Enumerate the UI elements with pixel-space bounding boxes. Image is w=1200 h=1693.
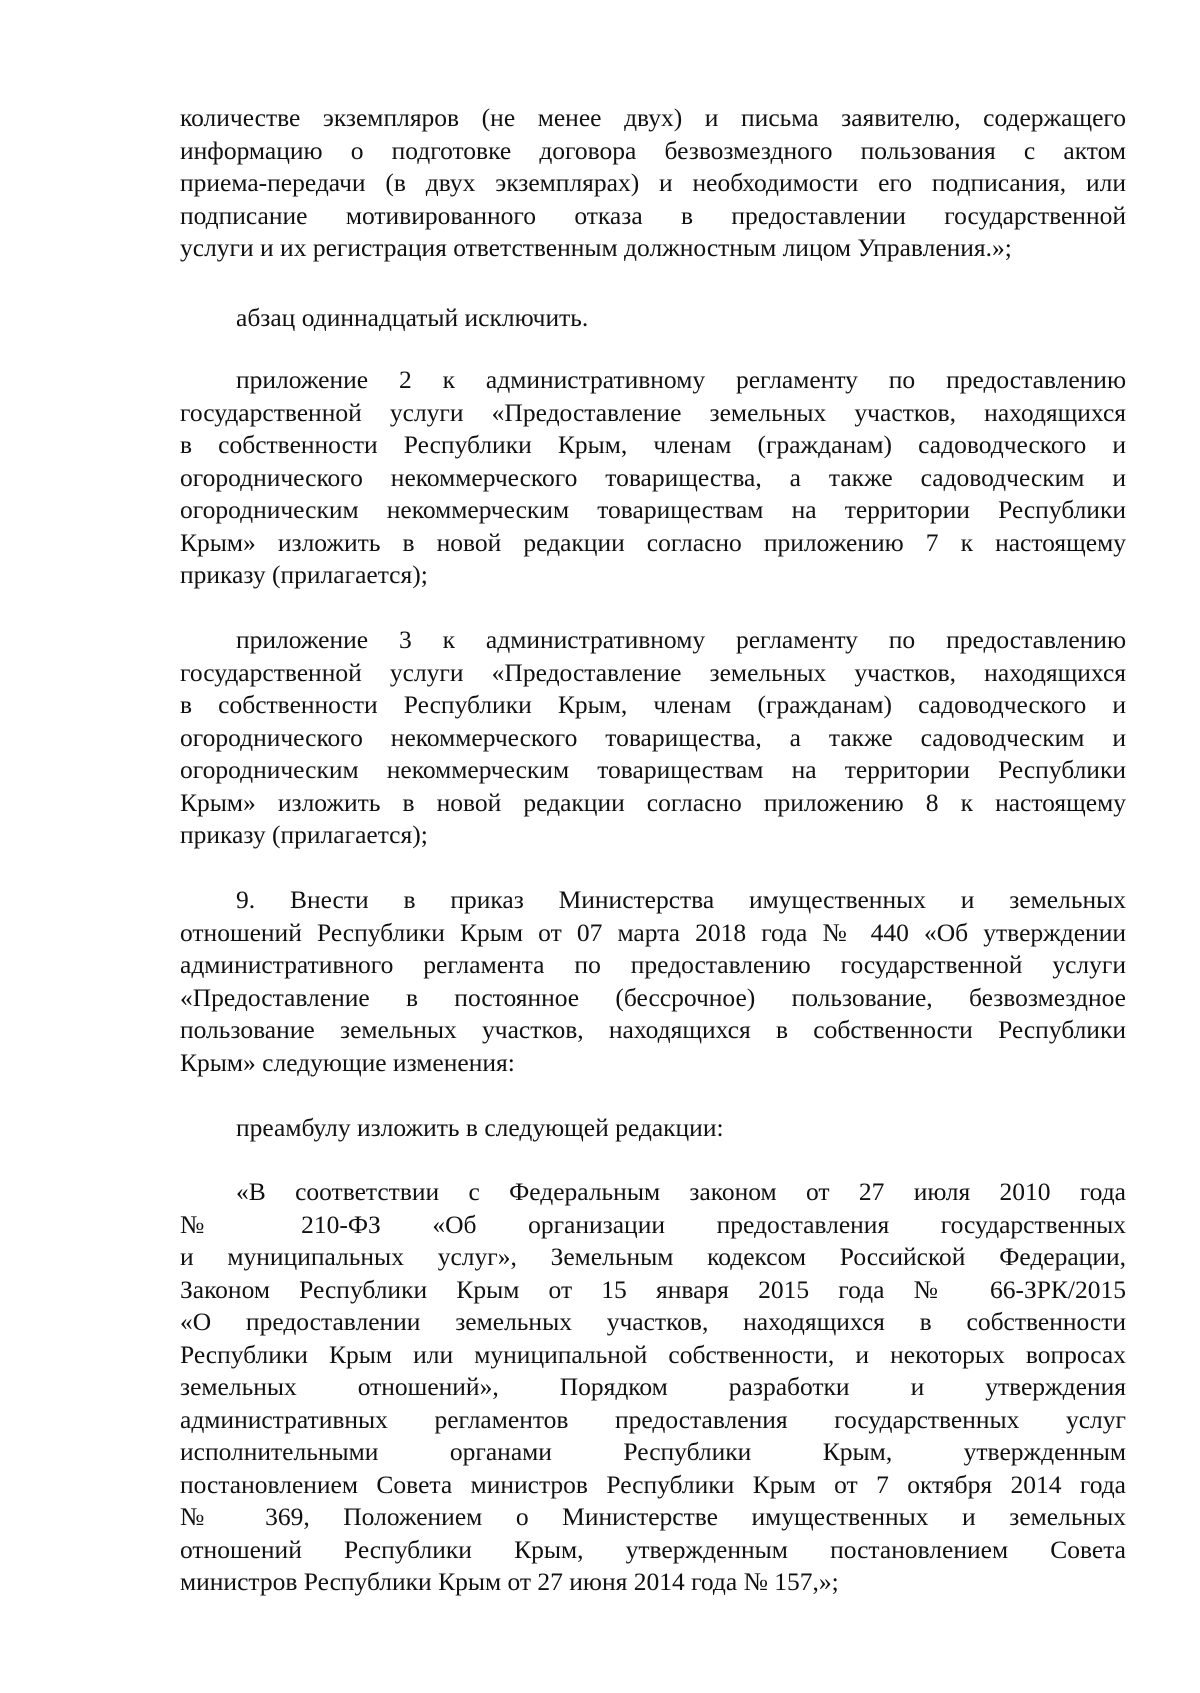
paragraph-abzac bbox=[180, 302, 1126, 335]
text-line: административных регламентов предоставления государственных услуг bbox=[180, 1404, 1126, 1434]
text-line: приложение 3 к административному регламенту по предоставлению bbox=[236, 625, 1126, 654]
text-line: и муниципальных услуг», Земельным кодексом Российской Федерации, bbox=[180, 1242, 1126, 1271]
text-line: административного регламента по предоставлению государственной услуги bbox=[180, 950, 1126, 979]
text-line: огородническим некоммерческим товариществам на территории Республики bbox=[180, 755, 1126, 784]
paragraph-appendix-3 bbox=[180, 624, 1126, 852]
text-line: количестве экземпляров (не менее двух) и письма заявителю, содержащего bbox=[180, 103, 1126, 132]
text-line: земельных отношений», Порядком разработки и утверждения bbox=[180, 1372, 1126, 1401]
text-line: «В соответствии с Федеральным законом от 27 июля 2010 года bbox=[236, 1177, 1126, 1206]
text-line: приказу (прилагается); bbox=[180, 820, 428, 849]
text-line: услуги и их регистрация ответственным должностным лицом Управления.»; bbox=[180, 233, 1012, 262]
text-line: министров Республики Крым от 27 июня 2014 года № 157,»; bbox=[180, 1567, 839, 1596]
text-line: приема-передачи (в двух экземплярах) и необходимости его подписания, или bbox=[180, 168, 1126, 197]
text-line: огороднического некоммерческого товарищества, а также садоводческим и bbox=[180, 462, 1126, 492]
text-line: постановлением Совета министров Республики Крым от 7 октября 2014 года bbox=[180, 1469, 1126, 1499]
text-line: абзац одиннадцатый исключить. bbox=[236, 303, 589, 332]
text-line: преамбулу изложить в следующей редакции: bbox=[236, 1113, 724, 1142]
paragraph-appendix-2 bbox=[180, 364, 1126, 592]
text-line: Законом Республики Крым от 15 января 2015 года № 66-ЗРК/2015 bbox=[180, 1274, 1126, 1304]
text-line: исполнительными органами Республики Крым, утвержденным bbox=[180, 1437, 1126, 1466]
text-line: огородническим некоммерческим товариществам на территории Республики bbox=[180, 495, 1126, 524]
text-line: пользование земельных участков, находящихся в собственности Республики bbox=[180, 1015, 1126, 1044]
text-line: отношений Республики Крым, утвержденным постановлением Совета bbox=[180, 1534, 1126, 1564]
text-line: информацию о подготовке договора безвозмездного пользования с актом bbox=[180, 135, 1126, 165]
text-line: в собственности Республики Крым, членам (гражданам) садоводческого и bbox=[180, 430, 1126, 459]
text-line: отношений Республики Крым от 07 марта 2018 года № 440 «Об утверждении bbox=[180, 917, 1126, 947]
text-line: № 369, Положением о Министерстве имущественных и земельных bbox=[180, 1502, 1126, 1531]
paragraph-preamble-instruction bbox=[180, 1112, 1126, 1145]
text-line: огороднического некоммерческого товарищества, а также садоводческим и bbox=[180, 722, 1126, 752]
text-line: «О предоставлении земельных участков, находящихся в собственности bbox=[180, 1307, 1126, 1336]
paragraph-preamble-text bbox=[180, 1176, 1126, 1599]
text-line: Крым» изложить в новой редакции согласно приложению 7 к настоящему bbox=[180, 527, 1126, 557]
text-line: Республики Крым или муниципальной собственности, и некоторых вопросах bbox=[180, 1339, 1126, 1369]
text-line: подписание мотивированного отказа в предоставлении государственной bbox=[180, 200, 1126, 230]
text-line: Крым» изложить в новой редакции согласно приложению 8 к настоящему bbox=[180, 787, 1126, 817]
paragraph-continuation bbox=[180, 102, 1126, 265]
text-line: государственной услуги «Предоставление земельных участков, находящихся bbox=[180, 397, 1126, 427]
text-line: Крым» следующие изменения: bbox=[180, 1047, 515, 1077]
text-line: в собственности Республики Крым, членам (гражданам) садоводческого и bbox=[180, 690, 1126, 719]
text-line: № 210-ФЗ «Об организации предоставления государственных bbox=[180, 1209, 1126, 1239]
text-line: государственной услуги «Предоставление земельных участков, находящихся bbox=[180, 657, 1126, 687]
text-line: приложение 2 к административному регламенту по предоставлению bbox=[236, 365, 1126, 394]
text-line: приказу (прилагается); bbox=[180, 560, 428, 589]
text-line: «Предоставление в постоянное (бессрочное) пользование, безвозмездное bbox=[180, 982, 1126, 1012]
paragraph-item-9 bbox=[180, 884, 1126, 1079]
text-line: 9. Внести в приказ Министерства имущественных и земельных bbox=[236, 885, 1126, 914]
